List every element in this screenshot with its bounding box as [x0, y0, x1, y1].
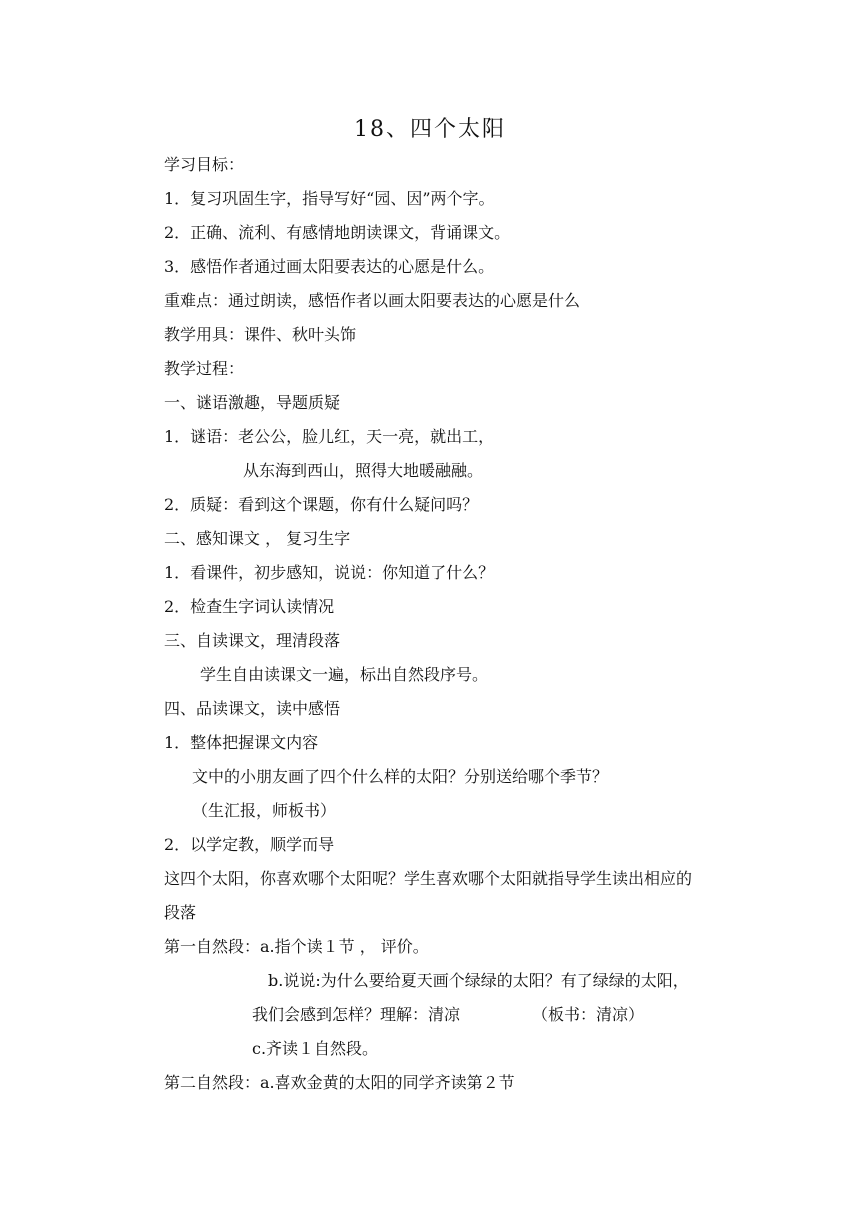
- section-3-heading: 三、自读课文，理清段落: [164, 631, 341, 650]
- paragraph-1-step-b: b.说说:为什么要给夏天画个绿绿的太阳？有了绿绿的太阳，: [268, 971, 689, 990]
- paragraph-line-1: 这四个太阳，你喜欢哪个太阳呢？学生喜欢哪个太阳就指导学生读出相应的: [164, 869, 693, 888]
- paragraph-1-step-a: 第一自然段：a.指个读１节 ， 评价。: [164, 937, 429, 956]
- blackboard-note: （板书：清凉）: [532, 1005, 645, 1024]
- section-4-heading: 四、品读课文，读中感悟: [164, 699, 341, 718]
- key-difficulties: 重难点：通过朗读，感悟作者以画太阳要表达的心愿是什么: [164, 291, 581, 310]
- section-2-heading: 二、感知课文 ， 复习生字: [164, 529, 351, 548]
- teaching-tools: 教学用具：课件、秋叶头饰: [164, 325, 357, 344]
- objective-3: 3．感悟作者通过画太阳要表达的心愿是什么。: [164, 257, 495, 276]
- heading-objectives: 学习目标：: [164, 155, 245, 174]
- section-3-text: 学生自由读课文一遍，标出自然段序号。: [200, 665, 489, 684]
- section-4-question: 文中的小朋友画了四个什么样的太阳？分别送给哪个季节？: [192, 767, 609, 786]
- section-2-item-2: 2．检查生字词认读情况: [164, 597, 335, 616]
- section-4-item-2: 2．以学定教，顺学而导: [164, 835, 335, 854]
- section-2-item-1: 1．看课件，初步感知，说说：你知道了什么？: [164, 563, 495, 582]
- objective-1: 1．复习巩固生字，指导写好“园、因”两个字。: [164, 189, 495, 208]
- paragraph-line-2: 段落: [164, 903, 197, 922]
- objective-2: 2．正确、流利、有感情地朗读课文，背诵课文。: [164, 223, 511, 242]
- riddle-line-2: 从东海到西山，照得大地暖融融。: [243, 461, 484, 480]
- question-line: 2．质疑：看到这个课题，你有什么疑问吗？: [164, 495, 479, 514]
- section-1-heading: 一、谜语激趣，导题质疑: [164, 393, 341, 412]
- heading-process: 教学过程：: [164, 359, 245, 378]
- section-4-item-1: 1．整体把握课文内容: [164, 733, 319, 752]
- paragraph-2-step-a: 第二自然段：a.喜欢金黄的太阳的同学齐读第２节: [164, 1073, 515, 1092]
- riddle-line-1: 1．谜语：老公公，脸儿红，天一亮，就出工，: [164, 427, 495, 446]
- section-4-note: （生汇报，师板书）: [192, 801, 337, 820]
- paragraph-1-step-b-cont: 我们会感到怎样？理解：清凉: [252, 1005, 461, 1024]
- paragraph-1-step-c: c.齐读１自然段。: [252, 1039, 379, 1058]
- document-title: 18、四个太阳: [354, 117, 506, 142]
